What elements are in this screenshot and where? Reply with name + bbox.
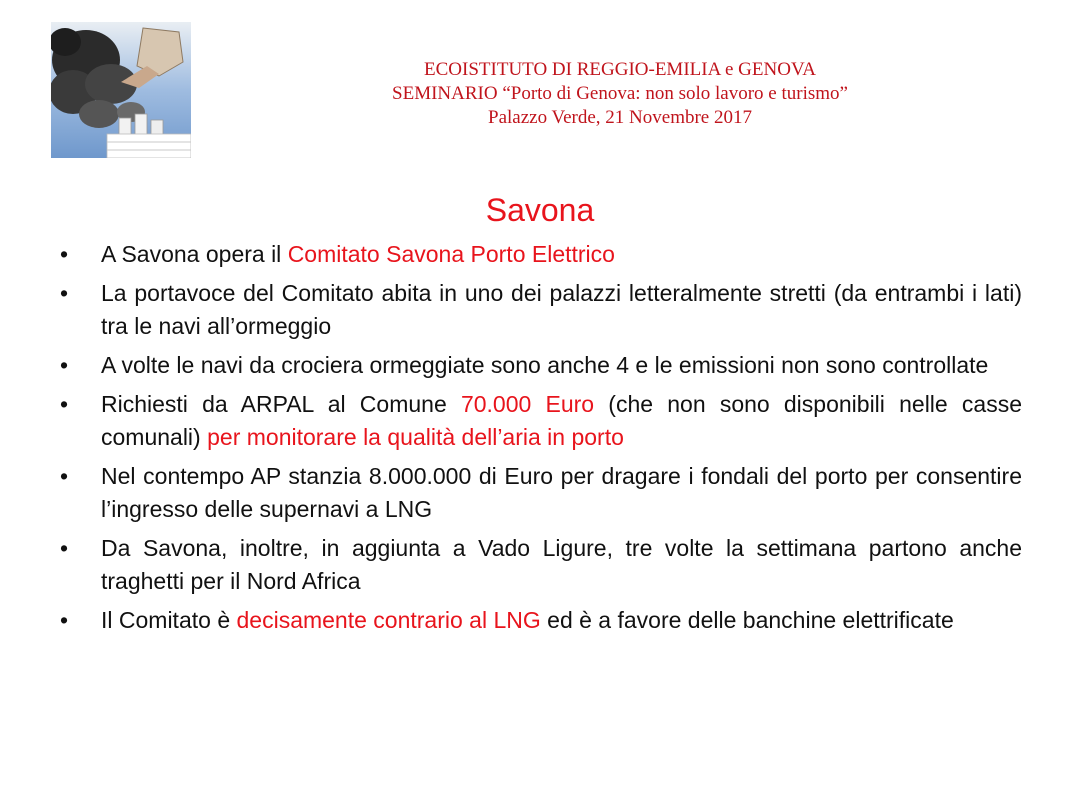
header-seminar: SEMINARIO “Porto di Genova: non solo lavoro e turismo” — [392, 83, 848, 104]
bullet-item: • A volte le navi da crociera ormeggiate sono anche 4 e le emissioni non sono controllate — [60, 349, 1022, 382]
bullet-item: • La portavoce del Comitato abita in uno dei palazzi letteralmente stretti (da entrambi i lati) tra le navi all’ormeggio — [60, 277, 1022, 343]
bullet-item: • Nel contempo AP stanzia 8.000.000 di Euro per dragare i fondali del porto per consentire l’ingresso delle supernavi a LNG — [60, 460, 1022, 526]
header-institute: ECOISTITUTO DI REGGIO-EMILIA e GENOVA — [424, 59, 816, 80]
highlight-text: decisamente contrario al LNG — [236, 607, 541, 633]
bullet-item: • Da Savona, inoltre, in aggiunta a Vado Ligure, tre volte la settimana partono anche traghetti per il Nord Africa — [60, 532, 1022, 598]
bullet-list — [60, 238, 1022, 643]
bullet-item: • A Savona opera il Comitato Savona Porto Elettrico — [60, 238, 1022, 271]
ship-smoke-logo — [51, 22, 191, 158]
slide-title: Savona — [485, 192, 595, 228]
highlight-text: per monitorare la qualità dell’aria in porto — [207, 424, 624, 450]
highlight-text: Comitato Savona Porto Elettrico — [287, 241, 615, 267]
bullet-item: • Il Comitato è decisamente contrario al LNG ed è a favore delle banchine elettrificate — [60, 604, 1022, 637]
header-venue-date: Palazzo Verde, 21 Novembre 2017 — [488, 107, 752, 128]
bullet-item: • Richiesti da ARPAL al Comune 70.000 Euro (che non sono disponibili nelle casse comunali) per monitorare la qualità dell’aria in porto — [60, 388, 1022, 454]
highlight-text: 70.000 Euro — [460, 391, 595, 417]
seminar-header — [300, 58, 940, 130]
